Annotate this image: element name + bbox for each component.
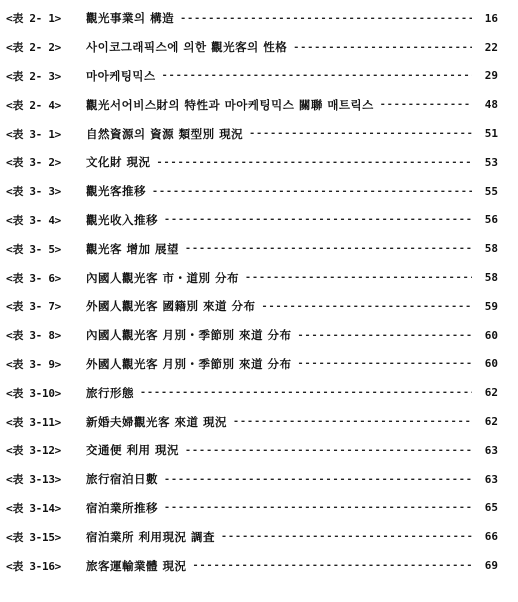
table-number: <表 3- 6> — [6, 271, 61, 285]
dot-leader — [245, 272, 472, 283]
list-item — [6, 407, 498, 436]
list-item — [6, 62, 498, 91]
list-item — [6, 551, 498, 580]
dot-leader — [157, 157, 472, 168]
table-number: <表 3- 3> — [6, 185, 61, 199]
table-number: <表 2- 3> — [6, 69, 61, 83]
table-number: <表 3- 9> — [6, 357, 61, 371]
list-item — [6, 494, 498, 523]
table-number: <表 3- 8> — [6, 329, 61, 343]
table-title: 旅行形態 — [86, 385, 134, 400]
dot-leader — [293, 42, 472, 53]
page-number: 59 — [484, 299, 498, 313]
table-number: <表 3-12> — [6, 444, 61, 458]
dot-leader — [193, 560, 472, 571]
dot-leader — [380, 99, 472, 110]
table-title: 觀光收入推移 — [86, 212, 158, 227]
page-number: 66 — [484, 530, 498, 544]
table-number: <表 2- 4> — [6, 98, 61, 112]
dot-leader — [298, 330, 472, 341]
table-number: <表 2- 2> — [6, 41, 61, 55]
table-title: 宿泊業所推移 — [86, 500, 158, 515]
dot-leader — [164, 214, 472, 225]
table-title: 文化財 現況 — [86, 155, 151, 170]
dot-leader — [221, 531, 472, 542]
list-item — [6, 350, 498, 379]
page-number: 55 — [484, 184, 498, 198]
list-item — [6, 148, 498, 177]
page-number: 58 — [484, 271, 498, 285]
list-item — [6, 119, 498, 148]
list-item — [6, 522, 498, 551]
dot-leader — [152, 186, 472, 197]
list-item — [6, 33, 498, 62]
dot-leader — [185, 243, 472, 254]
table-title: 觀光客推移 — [86, 184, 146, 199]
table-number: <表 3-13> — [6, 473, 61, 487]
table-list — [6, 4, 498, 580]
page-number: 69 — [484, 559, 498, 573]
table-number: <表 3- 5> — [6, 242, 61, 256]
table-title: 사이코그래픽스에 의한 觀光客의 性格 — [86, 40, 288, 55]
page-number: 16 — [484, 11, 498, 25]
page-number: 51 — [484, 127, 498, 141]
dot-leader — [164, 474, 472, 485]
dot-leader — [164, 502, 472, 513]
table-title: 마아케팅믹스 — [86, 68, 156, 83]
list-item — [6, 206, 498, 235]
dot-leader — [298, 358, 472, 369]
table-title: 內國人觀光客 市・道別 分布 — [86, 270, 240, 285]
page-number: 22 — [484, 40, 498, 54]
table-number: <表 3-15> — [6, 530, 61, 544]
table-number: <表 2- 1> — [6, 12, 61, 26]
page-number: 65 — [484, 501, 498, 515]
dot-leader — [140, 387, 472, 398]
dot-leader — [185, 445, 472, 456]
list-item — [6, 436, 498, 465]
table-title: 外國人觀光客 國籍別 來道 分布 — [86, 299, 256, 314]
list-item — [6, 263, 498, 292]
page-number: 63 — [484, 443, 498, 457]
page-number: 56 — [484, 213, 498, 227]
list-item — [6, 321, 498, 350]
table-number: <表 3- 1> — [6, 127, 61, 141]
table-title: 交通便 利用 現況 — [86, 443, 180, 458]
table-title: 旅客運輸業體 現況 — [86, 558, 187, 573]
list-item — [6, 292, 498, 321]
table-number: <表 3- 7> — [6, 300, 61, 314]
table-number: <表 3-11> — [6, 415, 61, 429]
table-number: <表 3-10> — [6, 386, 61, 400]
table-title: 新婚夫婦觀光客 來道 現況 — [86, 414, 228, 429]
table-title: 內國人觀光客 月別・季節別 來道 分布 — [86, 328, 292, 343]
list-item — [6, 90, 498, 119]
dot-leader — [262, 301, 472, 312]
table-title: 自然資源의 資源 類型別 現況 — [86, 126, 244, 141]
list-item — [6, 465, 498, 494]
page-number: 62 — [484, 386, 498, 400]
dot-leader — [233, 416, 472, 427]
list-item — [6, 177, 498, 206]
dot-leader — [180, 13, 472, 24]
table-number: <表 3-16> — [6, 559, 61, 573]
page-number: 63 — [484, 472, 498, 486]
page-number: 60 — [484, 357, 498, 371]
page-number: 58 — [484, 242, 498, 256]
page-number: 48 — [484, 98, 498, 112]
list-item — [6, 234, 498, 263]
table-number: <表 3- 4> — [6, 213, 61, 227]
table-number: <表 3- 2> — [6, 156, 61, 170]
dot-leader — [249, 128, 472, 139]
table-title: 旅行宿泊日數 — [86, 472, 158, 487]
table-title: 觀光서어비스財의 特性과 마아케팅믹스 關聯 매트릭스 — [86, 97, 374, 112]
page-number: 62 — [484, 415, 498, 429]
table-title: 宿泊業所 利用現況 調査 — [86, 529, 216, 544]
table-title: 觀光客 增加 展望 — [86, 241, 180, 256]
page-number: 60 — [484, 328, 498, 342]
dot-leader — [162, 70, 472, 81]
list-item — [6, 4, 498, 33]
page-number: 53 — [484, 155, 498, 169]
list-item — [6, 378, 498, 407]
table-number: <表 3-14> — [6, 501, 61, 515]
table-title: 觀光事業의 構造 — [86, 11, 175, 26]
table-title: 外國人觀光客 月別・季節別 來道 分布 — [86, 356, 292, 371]
page-number: 29 — [484, 69, 498, 83]
